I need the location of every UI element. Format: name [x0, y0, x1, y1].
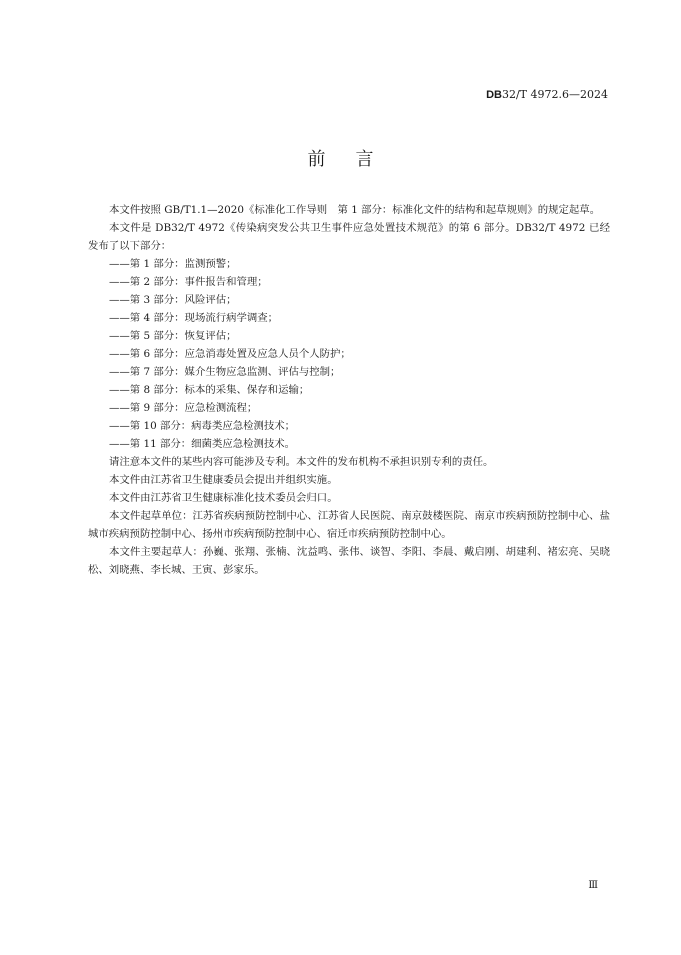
paragraph-drafting-units: 本文件起草单位：江苏省疾病预防控制中心、江苏省人民医院、南京鼓楼医院、南京市疾病预防控制中心、盐城市疾病预防控制中心、扬州市疾病预防控制中心、宿迁市疾病预防控制中心。	[88, 510, 610, 540]
list-item: ——第 6 部分：应急消毒处置及应急人员个人防护；	[109, 348, 351, 360]
list-item: ——第 3 部分：风险评估；	[109, 294, 237, 306]
paragraph-committee: 本文件由江苏省卫生健康标准化技术委员会归口。	[109, 492, 338, 504]
paragraph-series-intro: 本文件是 DB32/T 4972《传染病突发公共卫生事件应急处置技术规范》的第 6 部分。DB32/T 4972 已经发布了以下部分：	[88, 222, 610, 252]
paragraph-proposer: 本文件由江苏省卫生健康委员会提出并组织实施。	[109, 474, 338, 486]
parts-list	[88, 255, 610, 453]
list-item: ——第 8 部分：标本的采集、保存和运输；	[109, 384, 310, 396]
document-code-number: 32/T 4972.6—2024	[501, 88, 608, 101]
list-item: ——第 4 部分：现场流行病学调查；	[109, 312, 279, 324]
list-item: ——第 10 部分：病毒类应急检测技术；	[109, 420, 296, 432]
paragraph-patent-notice: 请注意本文件的某些内容可能涉及专利。本文件的发布机构不承担识别专利的责任。	[109, 456, 494, 468]
foreword-body	[88, 201, 610, 579]
page-title: 前言	[307, 149, 404, 170]
list-item: ——第 5 部分：恢复评估；	[109, 330, 237, 342]
list-item: ——第 11 部分：细菌类应急检测技术。	[109, 438, 296, 450]
document-code	[486, 88, 608, 101]
document-code-prefix: DB	[486, 89, 502, 101]
page-number: Ⅲ	[588, 880, 598, 891]
list-item: ——第 1 部分：监测预警；	[109, 258, 237, 270]
list-item: ——第 9 部分：应急检测流程；	[109, 402, 258, 414]
list-item: ——第 2 部分：事件报告和管理；	[109, 276, 268, 288]
paragraph-drafting-rules: 本文件按照 GB/T1.1—2020《标准化工作导则 第 1 部分：标准化文件的结构和起草规则》的规定起草。	[109, 204, 601, 216]
list-item: ——第 7 部分：媒介生物应急监测、评估与控制；	[109, 366, 341, 378]
paragraph-drafters: 本文件主要起草人：孙巍、张翔、张楠、沈益鸣、张伟、谈智、李阳、李晨、戴启刚、胡建利、褚宏亮、吴晓松、刘晓燕、李长城、王寅、彭家乐。	[88, 546, 610, 576]
